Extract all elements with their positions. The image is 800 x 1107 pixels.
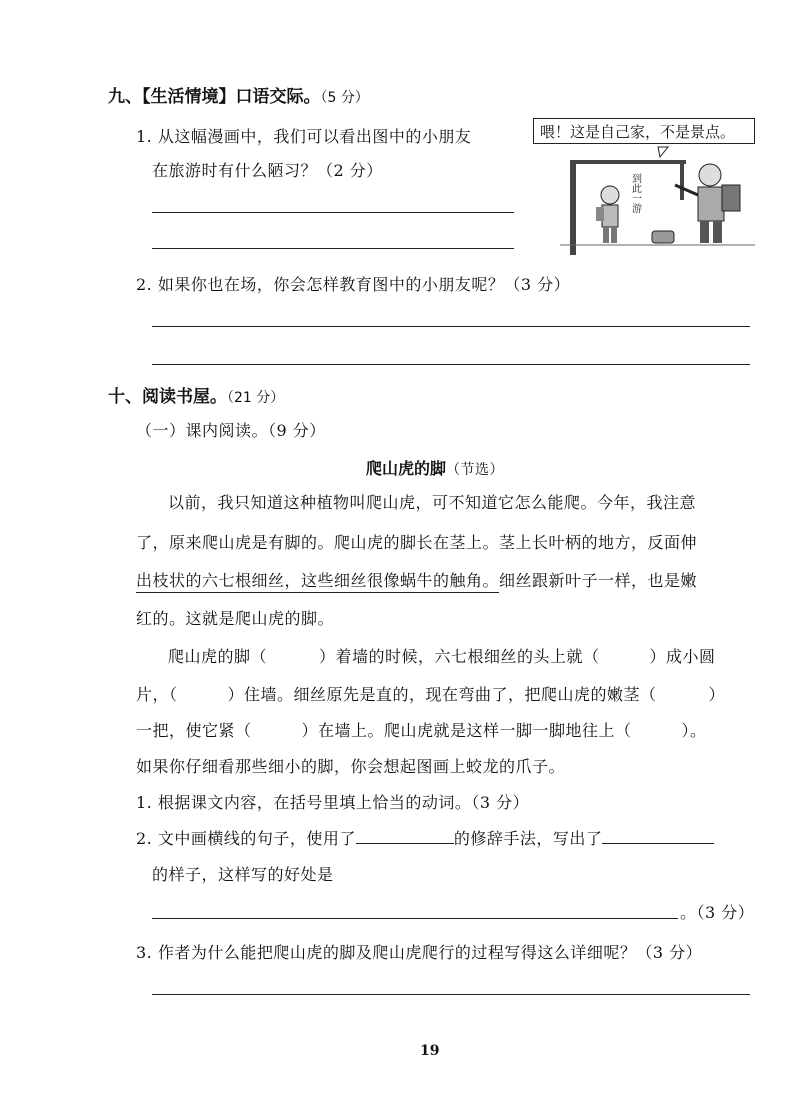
p2-l2-seg-b: ）住墙。细丝原先是直的，现在弯曲了，把爬山虎的嫩茎（ — [227, 685, 657, 704]
section-9-number: 九、 — [108, 87, 142, 107]
p2-l1-seg-c: ）成小圆 — [649, 647, 716, 666]
section-9-tag: 【生活情境】 — [142, 87, 236, 107]
door-frame-icon — [570, 160, 576, 255]
sq2-blank-appearance[interactable] — [602, 843, 714, 844]
passage-p2-line1 — [168, 644, 716, 667]
sq2-score: 。（3 分） — [680, 903, 755, 922]
section-10-number: 十、 — [108, 387, 142, 407]
q9-2-answer-line-2[interactable] — [152, 364, 750, 365]
p2-l1-seg-a: 爬山虎的脚（ — [168, 647, 268, 666]
q9-1-line1: 1. 从这幅漫画中，我们可以看出图中的小朋友 — [136, 127, 472, 146]
comic-speech-bubble: 喂！这是自己家，不是景点。 — [533, 118, 755, 144]
q9-1-answer-line-1[interactable] — [152, 212, 514, 213]
passage-p1-line1: 以前，我只知道这种植物叫爬山虎，可不知道它怎么能爬。今年，我注意 — [168, 493, 697, 512]
sub-question-3: 3. 作者为什么能把爬山虎的脚及爬山虎爬行的过程写得这么详细呢？（3 分） — [136, 943, 703, 962]
passage-p2-line4: 如果你仔细看那些细小的脚，你会想起图画上蛟龙的爪子。 — [136, 757, 566, 776]
subsection-1-heading: （一）课内阅读。（9 分） — [136, 421, 326, 440]
child-figure-icon — [596, 186, 619, 243]
q9-2-question: 2. 如果你也在场，你会怎样教育图中的小朋友呢？（3 分） — [136, 275, 571, 294]
section-9-title: 口语交际。 — [235, 87, 321, 107]
p2-l2-seg-c: ） — [708, 685, 726, 704]
section-10-score: （21 分） — [227, 390, 285, 406]
q9-1-line2: 在旅游时有什么陋习？（2 分） — [152, 161, 383, 180]
passage-p1-line4: 红的。这就是爬山虎的脚。 — [136, 609, 335, 628]
p2-l2-seg-a: 片，（ — [136, 685, 178, 704]
section-9-heading — [108, 82, 369, 107]
p2-l1-seg-b: ）着墙的时候，六七根细丝的头上就（ — [319, 647, 600, 666]
passage-title-text: 爬山虎的脚 — [366, 459, 447, 478]
p2-l3-seg-c: ）。 — [681, 721, 707, 740]
p2-l3-seg-b: ）在墙上。爬山虎就是这样一脚一脚地往上（ — [301, 721, 632, 740]
section-10-title: 阅读书屋。 — [142, 387, 227, 407]
underlined-sentence: 出枝状的六七根细丝，这些细丝很像蜗牛的触角。 — [136, 571, 499, 593]
graffiti-text: 到此一游 — [629, 173, 641, 213]
sq2-seg-b: 的修辞手法，写出了 — [453, 829, 603, 848]
sub-question-1: 1. 根据课文内容，在括号里填上恰当的动词。（3 分） — [136, 793, 530, 812]
comic-illustration — [560, 145, 755, 255]
passage-p2-line2 — [136, 682, 725, 705]
passage-p1-line3-rest: 细丝跟新叶子一样，也是嫩 — [499, 571, 698, 590]
page-number: 19 — [420, 1043, 440, 1059]
sub-question-2-cont: 的样子，这样写的好处是 — [152, 865, 334, 884]
adult-figure-icon — [675, 164, 740, 243]
passage-p1-line2: 了，原来爬山虎是有脚的。爬山虎的脚长在茎上。茎上长叶柄的地方，反面伸 — [136, 533, 698, 552]
passage-title-note: （节选） — [446, 462, 505, 478]
passage-p2-line3 — [136, 718, 707, 741]
sq3-answer-line[interactable] — [152, 994, 750, 995]
section-10-heading — [108, 382, 284, 407]
q9-2-answer-line-1[interactable] — [152, 326, 750, 327]
suitcase-icon — [652, 231, 674, 243]
sq2-answer-line[interactable] — [152, 918, 678, 919]
passage-p1-line3 — [136, 568, 697, 591]
sq2-seg-a: 2. 文中画横线的句子，使用了 — [136, 829, 356, 848]
q9-1-answer-line-2[interactable] — [152, 248, 514, 249]
passage-title — [366, 456, 504, 479]
sq2-blank-rhetoric[interactable] — [356, 843, 454, 844]
sub-question-2 — [136, 826, 714, 849]
section-9-score: （5 分） — [320, 90, 369, 106]
bubble-tail-icon — [658, 147, 668, 157]
p2-l3-seg-a: 一把，使它紧（ — [136, 721, 252, 740]
